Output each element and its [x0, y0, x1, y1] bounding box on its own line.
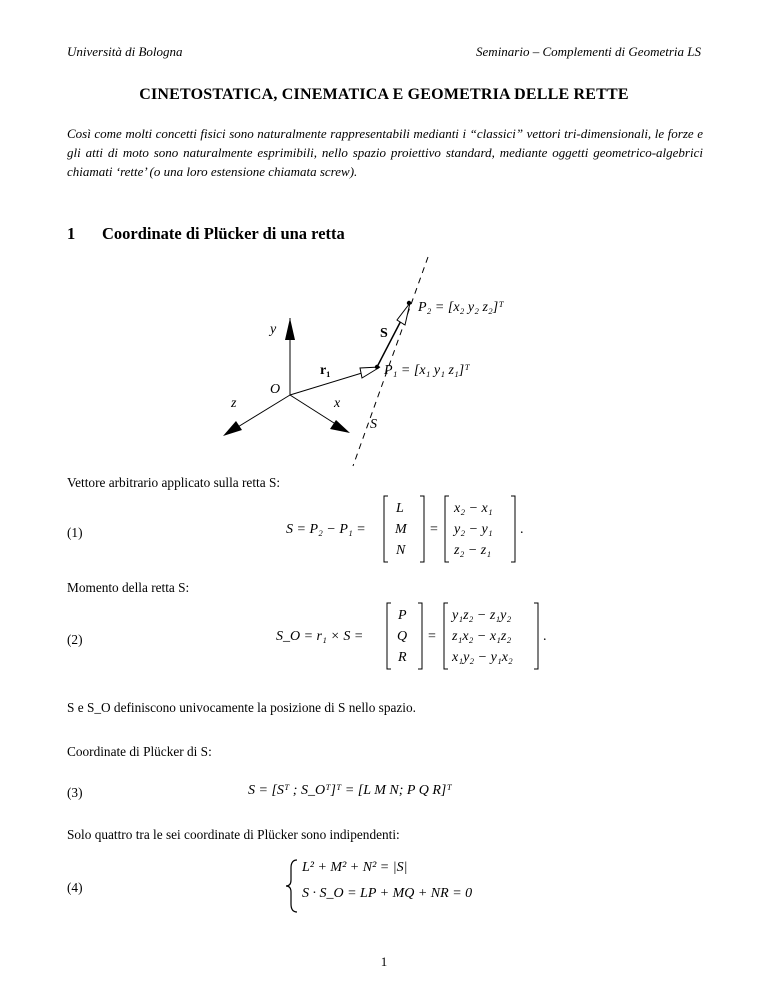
- eq2-col2-1: z₁x₂ − x₁z₂: [452, 629, 512, 644]
- header-left: Università di Bologna: [67, 44, 183, 59]
- eq2-lhs: S_O = r₁ × S =: [276, 629, 364, 644]
- eq2-number: (2): [67, 632, 83, 647]
- eq1-col1-2: N: [396, 543, 406, 558]
- eq1-bracket-left-2: [445, 496, 449, 562]
- label-p1: P₁ = [x₁ y₁ z₁]ᵀ: [384, 363, 470, 378]
- abstract: Così come molti concetti fisici sono naturalmente rappresentabili medianti i “classici” vettori tri-dimensionali, le forze e gli atti di moto sono naturalmente esprimibili, nello spazio proiettivo standard, mediante oggetti geometrico-algebrici chiamati ‘rette’ (o una loro estensione chiamata screw).: [67, 126, 703, 179]
- eq1-tail: .: [520, 522, 524, 537]
- z-axis-arrowhead: [223, 421, 242, 436]
- equation-4-brace: [285, 858, 299, 914]
- label-line-s: S: [370, 417, 377, 432]
- eq2-col2-2: x₁y₂ − y₁x₂: [452, 650, 513, 665]
- eq4-line1: L² + M² + N² = |S|: [302, 860, 408, 875]
- text-independent: Solo quattro tra le sei coordinate di Plücker sono indipendenti:: [67, 827, 400, 842]
- eq2-col1-1: Q: [397, 629, 408, 644]
- text-applied-vector: Vettore arbitrario applicato sulla retta S:: [67, 475, 281, 490]
- label-z: z: [231, 396, 237, 411]
- page-number: 1: [380, 954, 388, 969]
- text-plucker-coords: Coordinate di Plücker di S:: [67, 744, 212, 759]
- point-p1: [375, 365, 379, 369]
- eq1-col2-0: x₂ − x₁: [454, 501, 493, 516]
- eq2-bracket-right-2: [534, 603, 538, 669]
- eq2-bracket-right-1: [418, 603, 422, 669]
- point-p2: [407, 301, 411, 305]
- y-axis-arrowhead: [285, 318, 295, 340]
- eq1-bracket-right-2: [511, 496, 515, 562]
- eq4-line2: S · S_O = LP + MQ + NR = 0: [302, 886, 473, 901]
- section-title: Coordinate di Plücker di una retta: [102, 224, 345, 243]
- header-right: Seminario – Complementi di Geometria LS: [476, 44, 701, 59]
- eq2-bracket-left-2: [444, 603, 448, 669]
- eq3-number: (3): [67, 785, 83, 800]
- equation-2: [0, 597, 768, 677]
- eq3-body: S = [Sᵀ ; S_Oᵀ]ᵀ = [L M N; P Q R]ᵀ: [248, 783, 452, 798]
- label-p2: P₂ = [x₂ y₂ z₂]ᵀ: [418, 300, 504, 315]
- label-y: y: [270, 322, 277, 337]
- eq2-col1-2: R: [398, 650, 407, 665]
- eq1-col1-0: L: [396, 501, 404, 516]
- eq1-bracket-left-1: [384, 496, 388, 562]
- line-s: [353, 257, 428, 466]
- eq1-bracket-right-1: [420, 496, 424, 562]
- eq2-equals: =: [428, 629, 436, 644]
- page-title: CINETOSTATICA, CINEMATICA E GEOMETRIA DELLE RETTE: [139, 86, 629, 103]
- section-number: 1: [67, 224, 76, 243]
- eq2-bracket-left-1: [387, 603, 391, 669]
- label-x: x: [334, 396, 341, 411]
- eq4-number: (4): [67, 880, 83, 895]
- equation-1: [0, 490, 768, 570]
- eq1-equals: =: [430, 522, 438, 537]
- label-origin: O: [270, 382, 281, 397]
- eq1-col2-2: z₂ − z₁: [454, 543, 492, 558]
- label-s-vector: S: [380, 326, 388, 341]
- plucker-figure: [0, 0, 768, 470]
- eq2-col2-0: y₁z₂ − z₁y₂: [452, 608, 512, 623]
- eq2-tail: .: [543, 629, 547, 644]
- eq2-col1-0: P: [398, 608, 407, 623]
- eq1-lhs: S = P₂ − P₁ =: [286, 522, 366, 537]
- text-moment: Momento della retta S:: [67, 580, 190, 595]
- eq1-col2-1: y₂ − y₁: [454, 522, 493, 537]
- eq1-col1-1: M: [395, 522, 407, 537]
- eq1-number: (1): [67, 525, 83, 540]
- label-r1: r₁: [320, 363, 331, 378]
- text-unique-position: S e S_O definiscono univocamente la posizione di S nello spazio.: [67, 700, 416, 715]
